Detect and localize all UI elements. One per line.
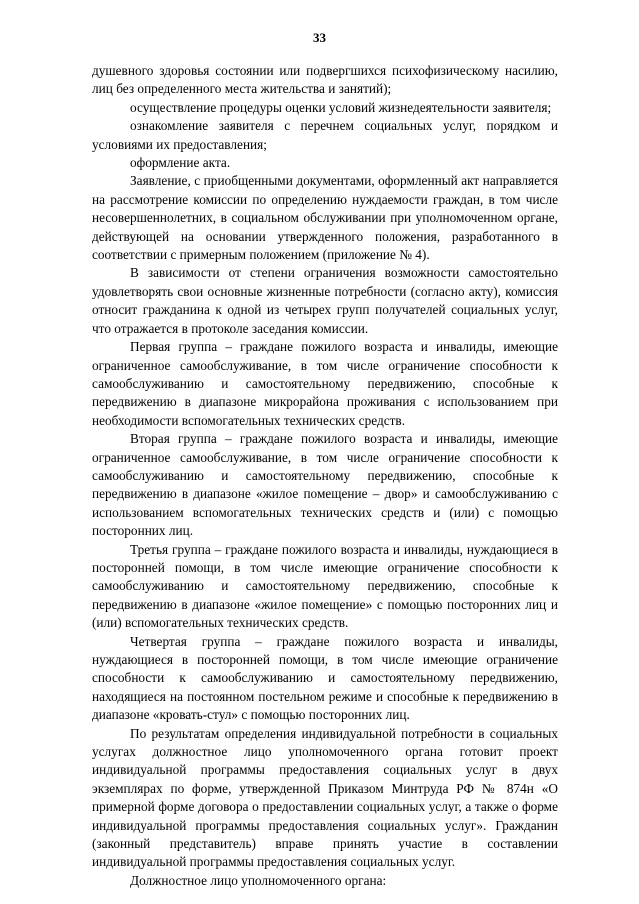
- list-item-act: оформление акта.: [130, 155, 231, 171]
- list-item-familiarization: ознакомление заявителя с перечнем социальных услуг, порядком и условиями их предоставления;: [92, 118, 558, 152]
- paragraph-application: Заявление, с приобщенными документами, оформленный акт направляется на рассмотрение комиссии по определению нуждаемости граждан, в том числе несовершеннолетних, в социальном обслуживании при уполномоченном органе, действующей на основании утвержденного положения, разработанного в соответствии с примерным положением (приложение № 4).: [92, 173, 558, 263]
- document-body: [92, 62, 558, 890]
- paragraph-individual-program: По результатам определения индивидуальной потребности в социальных услугах должностное лицо уполномоченного органа готовит проект индивидуальной программы предоставления социальных услуг в двух экземплярах по форме, утвержденной Приказом Минтруда РФ № 874н «О примерной форме договора о предоставлении социальных услуг, а также о форме индивидуальной программы предоставления социальных услуг». Гражданин (законный представитель) вправе принять участие в составлении индивидуальной программы предоставления социальных услуг.: [92, 725, 558, 870]
- paragraph-group-2: Вторая группа – граждане пожилого возраста и инвалиды, имеющие ограниченное самообслуживание, в том числе ограничение способности к самообслуживанию и самостоятельному передвижению, способные к передвижению в диапазоне «жилое помещение – двор» и самообслуживанию с использованием вспомогательных технических средств и (или) с помощью посторонних лиц.: [92, 431, 558, 539]
- paragraph-groups-intro: В зависимости от степени ограничения возможности самостоятельно удовлетворять свои основные жизненные потребности (согласно акту), комиссия относит гражданина к одной из четырех групп получателей социальных услуг, что отражается в протоколе заседания комиссии.: [92, 265, 558, 336]
- paragraph-group-1: Первая группа – граждане пожилого возраста и инвалиды, имеющие ограниченное самообслуживание, в том числе ограничение способности к самообслуживанию и самостоятельному передвижению, способные к передвижению в диапазоне микрорайона проживания с использованием при необходимости вспомогательных технических средств.: [92, 339, 558, 428]
- page-number: 33: [313, 30, 326, 45]
- paragraph-group-4: Четвертая группа – граждане пожилого возраста и инвалиды, нуждающиеся в посторонней помощи, в том числе имеющие ограничение способности к самообслуживанию и самостоятельному передвижению, находящиеся на постоянном постельном режиме и способные к передвижению в диапазоне «кровать-стул» с помощью посторонних лиц.: [92, 633, 558, 723]
- paragraph-group-3: Третья группа – граждане пожилого возраста и инвалиды, нуждающиеся в посторонней помощи, в том числе имеющие ограничение способности к самообслуживанию и самостоятельному передвижению, способные к передвижению в диапазоне «жилое помещение» с помощью посторонних лиц и (или) вспомогательных технических средств.: [92, 541, 558, 631]
- paragraph-official: Должностное лицо уполномоченного органа:: [130, 872, 387, 888]
- paragraph-continuation: душевного здоровья состоянии или подвергшихся психофизическому насилию, лиц без определенного места жительства и занятий);: [92, 63, 558, 97]
- list-item-assessment: осуществление процедуры оценки условий жизнедеятельности заявителя;: [130, 99, 552, 115]
